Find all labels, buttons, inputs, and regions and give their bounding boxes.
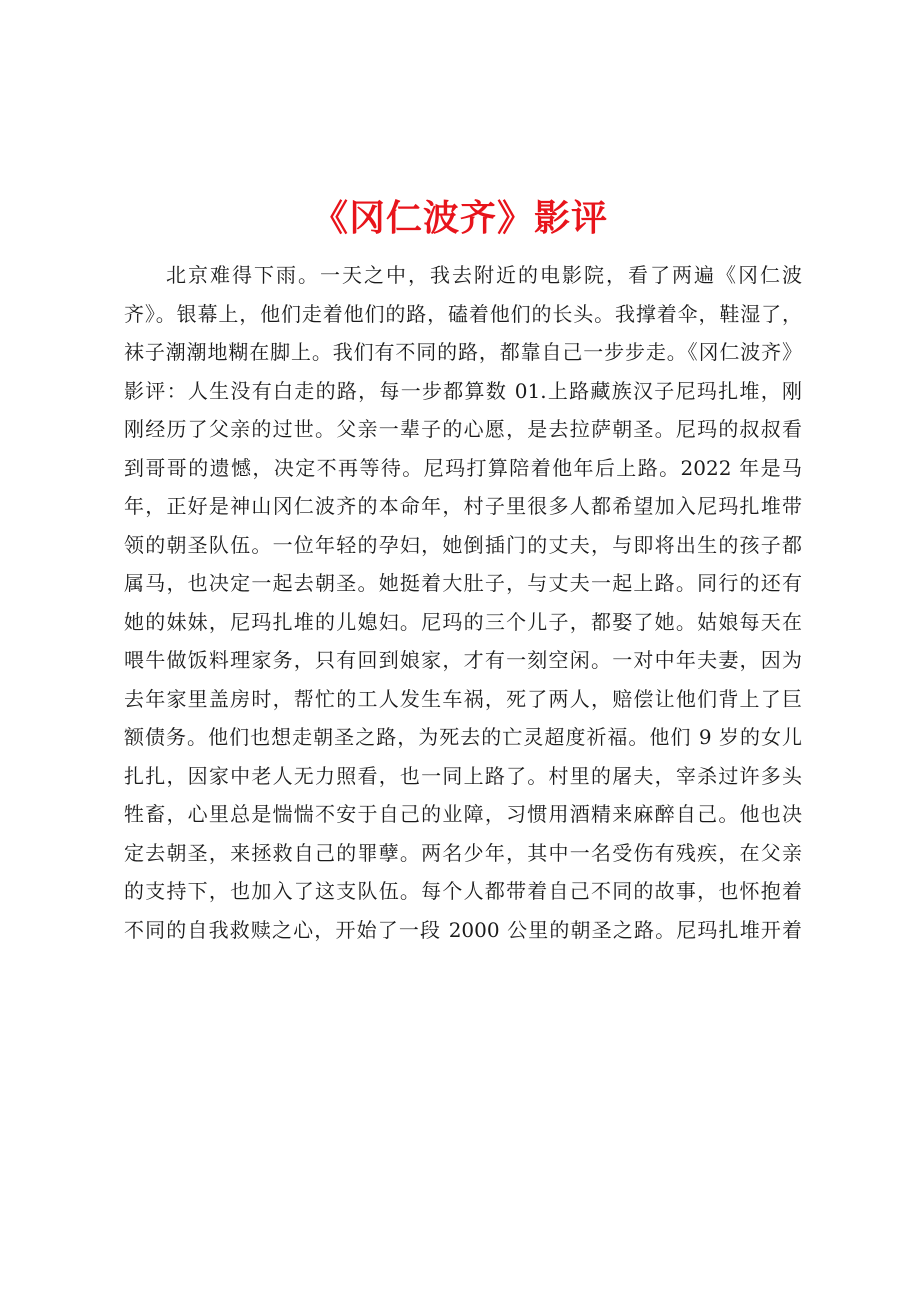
text-line: 额债务。他们也想走朝圣之路，为死去的亡灵超度祈福。他们 9 岁的女儿 <box>124 725 802 749</box>
text-line: 影评：人生没有白走的路，每一步都算数 01.上路藏族汉子尼玛扎堆，刚 <box>124 378 802 403</box>
text-line: 扎扎，因家中老人无力照看，也一同上路了。村里的屠夫，宰杀过许多头 <box>124 763 802 788</box>
text-line: 定去朝圣，来拯救自己的罪孽。两名少年，其中一名受伤有残疾，在父亲 <box>124 840 802 865</box>
text-line: 齐》。银幕上，他们走着他们的路，磕着他们的长头。我撑着伞，鞋湿了， <box>124 301 802 326</box>
text-line: 她的妹妹，尼玛扎堆的儿媳妇。尼玛的三个儿子，都娶了她。姑娘每天在 <box>124 609 802 634</box>
text-line: 去年家里盖房时，帮忙的工人发生车祸，死了两人，赔偿让他们背上了巨 <box>124 686 802 711</box>
text-line: 喂牛做饭料理家务，只有回到娘家，才有一刻空闲。一对中年夫妻，因为 <box>124 648 802 672</box>
text-line: 领的朝圣队伍。一位年轻的孕妇，她倒插门的丈夫，与即将出生的孩子都 <box>124 532 802 557</box>
text-line: 属马，也决定一起去朝圣。她挺着大肚子，与丈夫一起上路。同行的还有 <box>124 571 802 595</box>
text-line: 不同的自我救赎之心，开始了一段 2000 公里的朝圣之路。尼玛扎堆开着 <box>124 917 802 942</box>
text-line: 刚经历了父亲的过世。父亲一辈子的心愿，是去拉萨朝圣。尼玛的叔叔看 <box>124 417 802 441</box>
article-body <box>124 256 802 949</box>
document-title: 《冈仁波齐》影评 <box>311 197 608 239</box>
text-line: 北京难得下雨。一天之中，我去附近的电影院，看了两遍《冈仁波 <box>166 263 802 287</box>
text-line: 年，正好是神山冈仁波齐的本命年，村子里很多人都希望加入尼玛扎堆带 <box>124 494 802 518</box>
text-line: 的支持下，也加入了这支队伍。每个人都带着自己不同的故事，也怀抱着 <box>124 879 802 903</box>
text-line: 牲畜，心里总是惴惴不安于自己的业障，习惯用酒精来麻醉自己。他也决 <box>124 802 802 826</box>
text-line: 到哥哥的遗憾，决定不再等待。尼玛打算陪着他年后上路。2022 年是马 <box>124 455 802 480</box>
text-line: 袜子潮潮地糊在脚上。我们有不同的路，都靠自己一步步走。《冈仁波齐》 <box>124 340 802 364</box>
